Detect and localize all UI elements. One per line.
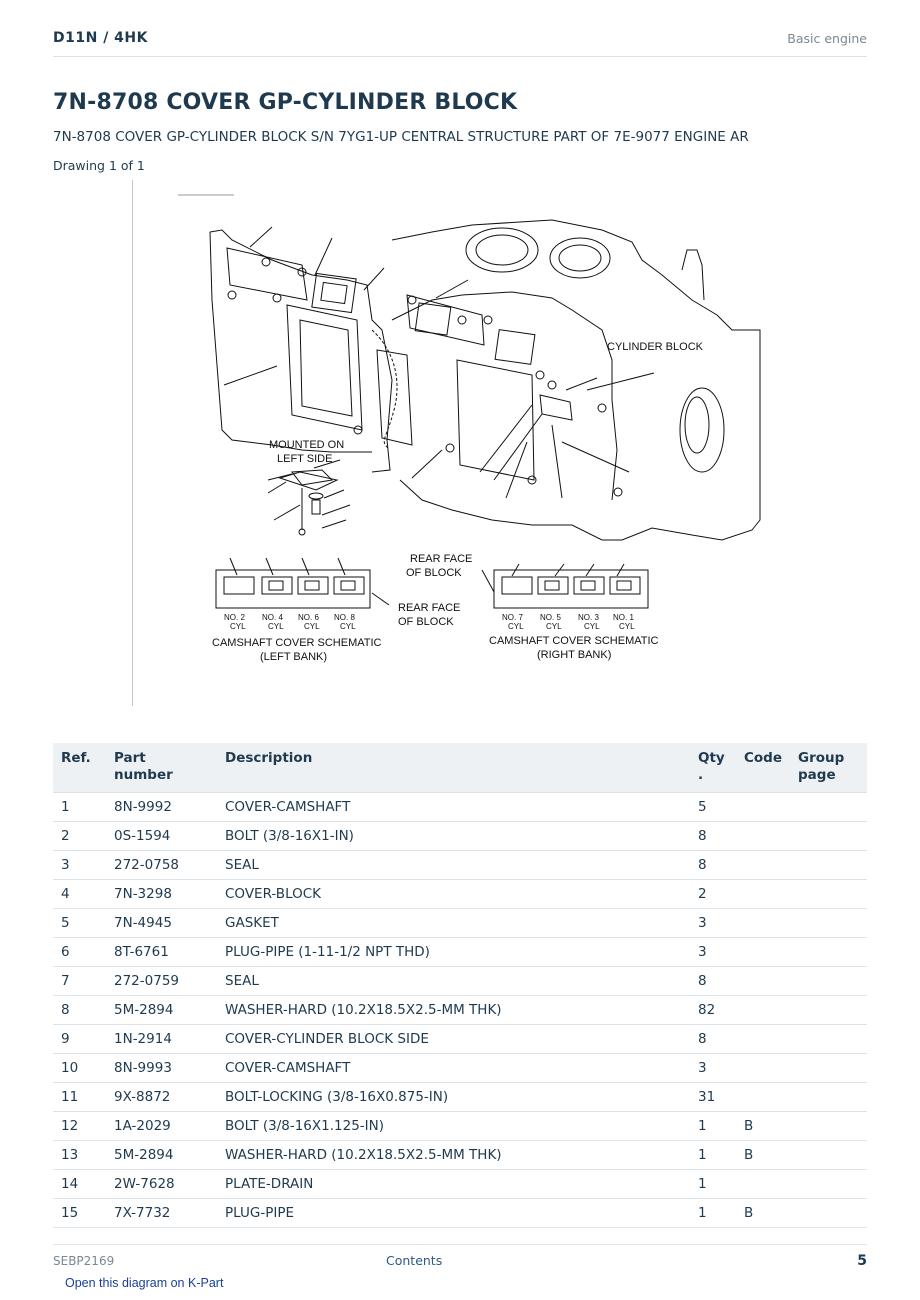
diagram-label-rear-face-left-1: REAR FACE [398, 602, 461, 614]
model-label: D11N / 4HK [53, 30, 148, 46]
diagram-label-mounted-2: LEFT SIDE [277, 453, 333, 465]
right-cyl-word: CYL [619, 622, 635, 631]
drawing-label: Drawing 1 of 1 [53, 158, 145, 173]
cell-group-page [790, 880, 867, 909]
cell-part-number: 5M-2894 [106, 996, 217, 1025]
cell-code: B [736, 1141, 790, 1170]
cell-code [736, 1170, 790, 1199]
cell-qty: 8 [690, 851, 736, 880]
cell-description: PLUG-PIPE (1-11-1/2 NPT THD) [217, 938, 690, 967]
left-cyl-no: NO. 4 [262, 613, 283, 622]
table-row [53, 851, 867, 880]
table-row [53, 793, 867, 822]
cell-qty: 1 [690, 1199, 736, 1228]
table-header-row [53, 743, 867, 793]
cell-ref: 3 [53, 851, 106, 880]
page-subtitle: 7N-8708 COVER GP-CYLINDER BLOCK S/N 7YG1-UP CENTRAL STRUCTURE PART OF 7E-9077 ENGINE AR [53, 129, 749, 145]
page-title: 7N-8708 COVER GP-CYLINDER BLOCK [53, 90, 518, 115]
cell-code [736, 996, 790, 1025]
cell-code: B [736, 1112, 790, 1141]
cell-part-number: 2W-7628 [106, 1170, 217, 1199]
left-cyl-word: CYL [340, 622, 356, 631]
cell-description: SEAL [217, 851, 690, 880]
cell-ref: 14 [53, 1170, 106, 1199]
header-qty-line1: Qty [698, 750, 725, 766]
left-schematic-caption-1: CAMSHAFT COVER SCHEMATIC [212, 637, 382, 649]
cell-code [736, 851, 790, 880]
header-qty-line2: . [698, 767, 704, 783]
cell-part-number: 272-0758 [106, 851, 217, 880]
cell-description: WASHER-HARD (10.2X18.5X2.5-MM THK) [217, 1141, 690, 1170]
diagram-label-rear-face-top-1: REAR FACE [410, 553, 473, 565]
cell-group-page [790, 1199, 867, 1228]
cell-ref: 1 [53, 793, 106, 822]
cell-ref: 12 [53, 1112, 106, 1141]
table-row [53, 1083, 867, 1112]
table-row [53, 967, 867, 996]
cell-group-page [790, 1141, 867, 1170]
cell-qty: 2 [690, 880, 736, 909]
table-row [53, 1199, 867, 1228]
cell-code [736, 967, 790, 996]
cell-qty: 1 [690, 1112, 736, 1141]
cell-ref: 2 [53, 822, 106, 851]
right-cyl-no: NO. 5 [540, 613, 561, 622]
right-cyl-no: NO. 7 [502, 613, 523, 622]
table-row [53, 996, 867, 1025]
cell-group-page [790, 938, 867, 967]
left-cyl-no: NO. 6 [298, 613, 319, 622]
cell-part-number: 1N-2914 [106, 1025, 217, 1054]
header-group-line1: Group [798, 750, 845, 766]
diagram-label-mounted-1: MOUNTED ON [269, 439, 345, 451]
cell-ref: 4 [53, 880, 106, 909]
cell-ref: 13 [53, 1141, 106, 1170]
table-row [53, 1054, 867, 1083]
cell-group-page [790, 1170, 867, 1199]
cell-description: WASHER-HARD (10.2X18.5X2.5-MM THK) [217, 996, 690, 1025]
cell-ref: 8 [53, 996, 106, 1025]
open-kpart-link[interactable]: Open this diagram on K-Part [65, 1276, 224, 1290]
contents-link[interactable]: Contents [386, 1253, 443, 1268]
cell-code [736, 1054, 790, 1083]
cell-ref: 7 [53, 967, 106, 996]
cell-part-number: 8N-9993 [106, 1054, 217, 1083]
cell-qty: 1 [690, 1141, 736, 1170]
table-row [53, 880, 867, 909]
cell-ref: 9 [53, 1025, 106, 1054]
cell-code [736, 938, 790, 967]
header-description: Description [217, 743, 690, 793]
page-footer [53, 1244, 867, 1275]
cell-code [736, 880, 790, 909]
right-cyl-no: NO. 3 [578, 613, 599, 622]
cell-group-page [790, 1054, 867, 1083]
cell-group-page [790, 909, 867, 938]
header-group-page [790, 743, 867, 793]
cell-description: PLATE-DRAIN [217, 1170, 690, 1199]
left-cyl-no: NO. 2 [224, 613, 245, 622]
header-part-number: Part number [106, 743, 217, 793]
header-group-line2: page [798, 767, 836, 783]
cell-part-number: 0S-1594 [106, 822, 217, 851]
right-cyl-no: NO. 1 [613, 613, 634, 622]
cell-part-number: 7N-3298 [106, 880, 217, 909]
cell-description: COVER-BLOCK [217, 880, 690, 909]
left-cyl-word: CYL [230, 622, 246, 631]
cell-qty: 3 [690, 938, 736, 967]
cell-part-number: 8T-6761 [106, 938, 217, 967]
diagram-label-rear-face-top-2: OF BLOCK [406, 567, 462, 579]
table-row [53, 938, 867, 967]
cell-ref: 5 [53, 909, 106, 938]
right-cyl-word: CYL [508, 622, 524, 631]
diagram-drawing [132, 180, 772, 706]
cell-qty: 3 [690, 1054, 736, 1083]
cell-code: B [736, 1199, 790, 1228]
table-row [53, 822, 867, 851]
left-schematic-caption-2: (LEFT BANK) [260, 651, 328, 663]
cell-qty: 1 [690, 1170, 736, 1199]
cell-ref: 11 [53, 1083, 106, 1112]
right-schematic-caption-1: CAMSHAFT COVER SCHEMATIC [489, 635, 659, 647]
cell-group-page [790, 851, 867, 880]
table-row [53, 1025, 867, 1054]
section-label: Basic engine [787, 31, 867, 46]
page-number: 5 [857, 1253, 867, 1269]
cell-code [736, 822, 790, 851]
cell-qty: 5 [690, 793, 736, 822]
cell-group-page [790, 822, 867, 851]
cell-group-page [790, 1112, 867, 1141]
cell-qty: 8 [690, 822, 736, 851]
table-row [53, 1170, 867, 1199]
cell-code [736, 793, 790, 822]
header-qty [690, 743, 736, 793]
right-cyl-word: CYL [546, 622, 562, 631]
header-code: Code [736, 743, 790, 793]
parts-table [53, 743, 867, 1228]
header-ref: Ref. [53, 743, 106, 793]
table-row [53, 909, 867, 938]
diagram-label-cylinder-block: CYLINDER BLOCK [607, 341, 703, 353]
cell-qty: 31 [690, 1083, 736, 1112]
parts-diagram [132, 180, 772, 706]
cell-group-page [790, 1083, 867, 1112]
cell-description: PLUG-PIPE [217, 1199, 690, 1228]
cell-part-number: 7N-4945 [106, 909, 217, 938]
cell-ref: 15 [53, 1199, 106, 1228]
cell-description: BOLT-LOCKING (3/8-16X0.875-IN) [217, 1083, 690, 1112]
cell-group-page [790, 996, 867, 1025]
cell-code [736, 1083, 790, 1112]
cell-description: BOLT (3/8-16X1.125-IN) [217, 1112, 690, 1141]
cell-description: COVER-CAMSHAFT [217, 793, 690, 822]
cell-description: GASKET [217, 909, 690, 938]
cell-description: COVER-CYLINDER BLOCK SIDE [217, 1025, 690, 1054]
cell-part-number: 1A-2029 [106, 1112, 217, 1141]
cell-group-page [790, 967, 867, 996]
cell-part-number: 9X-8872 [106, 1083, 217, 1112]
left-cyl-no: NO. 8 [334, 613, 355, 622]
cell-part-number: 272-0759 [106, 967, 217, 996]
cell-part-number: 8N-9992 [106, 793, 217, 822]
right-schematic-caption-2: (RIGHT BANK) [537, 649, 612, 661]
cell-description: COVER-CAMSHAFT [217, 1054, 690, 1083]
cell-description: SEAL [217, 967, 690, 996]
cell-qty: 8 [690, 967, 736, 996]
left-cyl-word: CYL [268, 622, 284, 631]
cell-description: BOLT (3/8-16X1-IN) [217, 822, 690, 851]
cell-group-page [790, 793, 867, 822]
page-header [53, 28, 867, 57]
cell-qty: 82 [690, 996, 736, 1025]
right-cyl-word: CYL [584, 622, 600, 631]
document-id: SEBP2169 [53, 1254, 115, 1268]
table-row [53, 1141, 867, 1170]
left-cyl-word: CYL [304, 622, 320, 631]
cell-part-number: 5M-2894 [106, 1141, 217, 1170]
cell-part-number: 7X-7732 [106, 1199, 217, 1228]
diagram-label-rear-face-left-2: OF BLOCK [398, 616, 454, 628]
table-row [53, 1112, 867, 1141]
cell-code [736, 909, 790, 938]
cell-ref: 10 [53, 1054, 106, 1083]
cell-qty: 3 [690, 909, 736, 938]
cell-group-page [790, 1025, 867, 1054]
cell-ref: 6 [53, 938, 106, 967]
cell-qty: 8 [690, 1025, 736, 1054]
cell-code [736, 1025, 790, 1054]
